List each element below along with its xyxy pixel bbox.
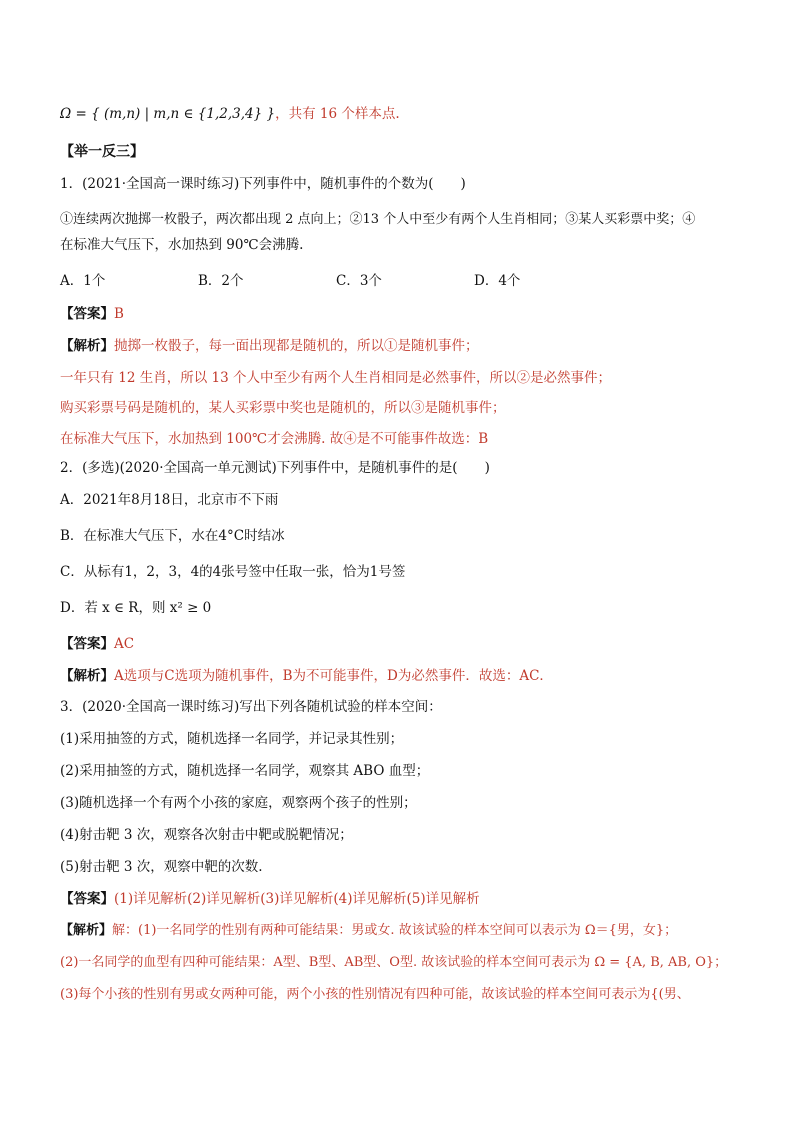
q1-analysis-line4: 在标准大气压下，水加热到 100℃才会沸腾. 故④是不可能事件故选：B bbox=[60, 431, 489, 447]
q1-analysis-line3: 购买彩票号码是随机的，某人买彩票中奖也是随机的，所以③是随机事件； bbox=[60, 400, 506, 416]
q3-stem: 3．(2020·全国高一课时练习)写出下列各随机试验的样本空间： bbox=[60, 699, 442, 715]
q1-answer-tag: 【答案】 bbox=[60, 306, 114, 322]
q2-stem: 2．(多选)(2020·全国高一单元测试)下列事件中，是随机事件的是( ) bbox=[60, 460, 490, 476]
q1-stem: 1．(2021·全国高一课时练习)下列事件中，随机事件的个数为( ) bbox=[60, 176, 466, 192]
q2-analysis-text: A选项与C选项为随机事件，B为不可能事件，D为必然事件．故选：AC． bbox=[114, 668, 553, 684]
sample-space-line bbox=[60, 104, 744, 124]
q3-item-4: (4)射击靶 3 次，观察各次射击中靶或脱靶情况； bbox=[60, 827, 353, 843]
sample-space-formula: Ω = { (m,n) | m,n ∈ {1,2,3,4} } bbox=[60, 106, 276, 122]
q2-answer bbox=[60, 634, 744, 654]
q1-choice-b: B．2个 bbox=[198, 273, 244, 289]
section-title: 【举一反三】 bbox=[60, 144, 144, 160]
q1-text-line2: 在标准大气压下，水加热到 90℃会沸腾. bbox=[60, 237, 304, 253]
q2-option-a: A．2021年8月18日，北京市不下雨 bbox=[60, 492, 279, 508]
q2-option-c: C．从标有1，2，3，4的4张号签中任取一张，恰为1号签 bbox=[60, 564, 406, 580]
q1-choice-d: D．4个 bbox=[474, 273, 521, 289]
q2-answer-tag: 【答案】 bbox=[60, 636, 114, 652]
q3-answer-value: (1)详见解析(2)详见解析(3)详见解析(4)详见解析(5)详见解析 bbox=[114, 891, 480, 907]
q3-item-3: (3)随机选择一个有两个小孩的家庭，观察两个孩子的性别； bbox=[60, 795, 417, 811]
sample-space-text-prefix: ，共有 bbox=[275, 106, 320, 122]
sample-space-text-suffix: 个样本点. bbox=[337, 106, 400, 122]
q2-option-b: B．在标准大气压下，水在4°C时结冰 bbox=[60, 528, 285, 544]
q1-analysis-line2: 一年只有 12 生肖，所以 13 个人中至少有两个人生肖相同是必然事件，所以②是必然事件； bbox=[60, 370, 612, 386]
q2-analysis bbox=[60, 666, 744, 686]
q1-analysis-text: 抛掷一枚骰子，每一面出现都是随机的，所以①是随机事件； bbox=[114, 338, 479, 354]
q3-item-5: (5)射击靶 3 次，观察中靶的次数. bbox=[60, 859, 263, 875]
q1-analysis-tag: 【解析】 bbox=[60, 338, 114, 354]
q2-answer-value: AC bbox=[114, 636, 135, 652]
q3-analysis-tag: 【解析】 bbox=[60, 923, 113, 938]
q3-analysis-line2: (2)一名同学的血型有四种可能结果：A型、B型、AB型、O型. 故该试验的样本空间可表示为 Ω = {A, B, AB, O}； bbox=[60, 955, 728, 970]
q3-analysis-text: 解：(1)一名同学的性别有两种可能结果：男或女. 故该试验的样本空间可以表示为 Ω＝{男，女}； bbox=[112, 923, 678, 938]
q3-answer-tag: 【答案】 bbox=[60, 891, 114, 907]
q3-analysis-line1 bbox=[60, 921, 744, 941]
sample-space-count: 16 bbox=[319, 106, 338, 122]
q1-choices bbox=[60, 271, 744, 291]
q2-option-d: D．若 x ∈ R，则 x² ≥ 0 bbox=[60, 600, 212, 616]
q1-analysis-line1 bbox=[60, 336, 744, 356]
q3-analysis-line3: (3)每个小孩的性别有男或女两种可能，两个小孩的性别情况有四种可能，故该试验的样本空间可表示为{(男、 bbox=[60, 987, 690, 1002]
q2-analysis-tag: 【解析】 bbox=[60, 668, 114, 684]
q1-choice-c: C．3个 bbox=[336, 273, 382, 289]
q3-item-1: (1)采用抽签的方式，随机选择一名同学，并记录其性别； bbox=[60, 731, 404, 747]
q1-answer-value: B bbox=[114, 306, 124, 322]
q1-choice-a: A．1个 bbox=[60, 273, 106, 289]
q3-answer bbox=[60, 889, 744, 909]
q1-text-line1: ①连续两次抛掷一枚骰子，两次都出现 2 点向上；②13 个人中至少有两个人生肖相同；③某人买彩票中奖；④ bbox=[60, 212, 696, 227]
q1-answer bbox=[60, 304, 744, 324]
q3-item-2: (2)采用抽签的方式，随机选择一名同学，观察其 ABO 血型； bbox=[60, 763, 430, 779]
